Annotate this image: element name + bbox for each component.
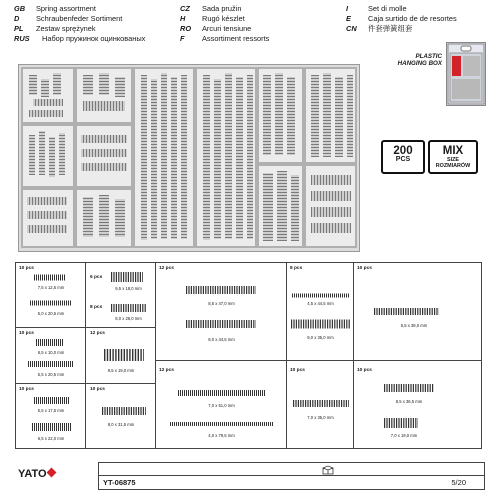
lang-i: I Set di molle [346, 4, 407, 13]
lang-rus: RUS Набор пружинок оцинкованых [14, 34, 146, 43]
spring-count: 8 pcs [90, 305, 103, 310]
spring-count: 8 pcs [290, 266, 303, 271]
badge-200-pcs [381, 140, 425, 174]
spring-dimension: 9,5 x 19,0 mm [107, 368, 135, 373]
spring-tray-illustration [19, 65, 359, 251]
spring-icon [186, 319, 256, 329]
lang-h: H Rugó készlet [180, 14, 245, 23]
spring-dimension: 4,0 x 79,5 mm [208, 433, 235, 438]
spring-icon [384, 417, 418, 429]
spring-count: 12 pcs [90, 331, 105, 336]
package-quantity: 5/20 [451, 478, 466, 487]
lang-gb: GB Spring assortment [14, 4, 96, 13]
spring-dimension: 8,0 x 28,0 mm [115, 316, 142, 321]
lang-f: F Assortiment ressorts [180, 34, 270, 43]
lang-cn: CN 件套弹簧组套 [346, 24, 413, 33]
spring-icon [291, 319, 351, 329]
table-cell [86, 263, 156, 328]
badge-mix [428, 140, 478, 174]
hanging-box-thumbnail [446, 42, 486, 106]
spring-dimension: 5,5 x 38,0 mm [400, 323, 428, 328]
spring-count: 10 pcs [19, 331, 34, 336]
lang-e: E Caja surtido de de resortes [346, 14, 457, 23]
spring-icon [293, 399, 349, 408]
table-cell [287, 361, 354, 448]
brand-mark-icon [46, 468, 56, 478]
spring-dimension: 7,5 x 12,5 mm [37, 285, 65, 290]
box-icon [447, 43, 485, 105]
spring-dimension: 5,0 x 20,5 mm [37, 311, 65, 316]
badge-mix-line1: SIZE [447, 157, 459, 163]
table-cell [16, 384, 86, 448]
spring-icon [170, 421, 274, 427]
spring-dimension: 5,5 x 17,5 mm [37, 408, 65, 413]
table-cell [16, 328, 86, 384]
spring-count: 10 pcs [357, 266, 372, 271]
spring-icon [30, 299, 72, 307]
table-cell [86, 384, 156, 448]
spring-count: 10 pcs [19, 266, 34, 271]
spring-icon [28, 360, 74, 368]
spring-dimension: 4,5 x 44,5 mm [307, 301, 334, 306]
spring-icon [102, 406, 146, 416]
spring-icon [384, 383, 434, 393]
spring-dimension: 8,0 x 44,5 mm [208, 337, 235, 342]
spring-count: 12 pcs [159, 266, 174, 271]
plastic-box-line2: HANGING BOX [397, 60, 442, 68]
spring-icon [374, 307, 439, 316]
badge-mix-line2: ROZMIARÓW [435, 163, 471, 169]
spring-dimension: 7,0 x 51,0 mm [208, 403, 235, 408]
spring-icon [111, 271, 143, 283]
badge-pcs-unit: PCS [395, 156, 411, 163]
spring-icon [36, 338, 64, 347]
plastic-box-label [382, 53, 442, 67]
spring-count: 10 pcs [19, 387, 34, 392]
plastic-box-line1: PLASTIC [415, 53, 442, 60]
spring-dimension: 8,0 x 31,5 mm [107, 422, 135, 427]
spring-count: 12 pcs [159, 368, 174, 373]
table-cell [354, 361, 481, 448]
spring-icon [178, 389, 266, 397]
spring-dimension: 6,5 x 22,0 mm [37, 436, 65, 441]
spring-dimension: 8,5 x 47,0 mm [208, 301, 235, 306]
footer-top-row [99, 463, 484, 476]
product-photo [18, 64, 360, 252]
table-cell [156, 263, 287, 361]
spring-count: 6 pcs [90, 275, 103, 280]
table-cell [86, 328, 156, 384]
lang-d: D Schraubenfeder Sortiment [14, 14, 123, 23]
spring-dimension: 7,0 x 19,0 mm [390, 433, 418, 438]
table-cell [156, 361, 287, 448]
table-cell [287, 263, 354, 361]
spring-icon [34, 396, 70, 405]
badge-mix-value: MIX [442, 145, 464, 157]
package-box-icon [322, 465, 334, 475]
spring-icon [34, 273, 66, 282]
spring-count: 10 pcs [290, 368, 305, 373]
badge-pcs-value: 200 [393, 145, 413, 157]
assortment-table [15, 262, 482, 449]
lang-pl: PL Zestaw sprężynek [14, 24, 96, 33]
spring-count: 10 pcs [90, 387, 105, 392]
spring-dimension: 9,0 x 35,0 mm [307, 335, 334, 340]
footer-bottom-row [99, 476, 484, 489]
spring-icon [104, 348, 144, 362]
spring-count: 10 pcs [357, 368, 372, 373]
table-cell [16, 263, 86, 328]
article-number: YT-06875 [103, 478, 136, 487]
brand-logo: YATO [18, 468, 55, 480]
spring-dimension: 8,5 x 36,5 mm [395, 399, 423, 404]
spring-icon [186, 285, 256, 295]
lang-ro: RO Arcuri tensiune [180, 24, 252, 33]
spring-dimension: 9,5 x 18,0 mm [115, 286, 142, 291]
spring-icon [292, 293, 350, 298]
spring-dimension: 7,0 x 35,0 mm [307, 415, 334, 420]
lang-cz: CZ Sada pružin [180, 4, 242, 13]
spring-icon [111, 303, 147, 313]
spring-icon [32, 422, 72, 432]
spring-dimension: 6,5 x 10,0 mm [37, 350, 65, 355]
spring-dimension: 5,5 x 20,5 mm [37, 372, 65, 377]
footer-info [98, 462, 485, 490]
table-cell [354, 263, 481, 361]
